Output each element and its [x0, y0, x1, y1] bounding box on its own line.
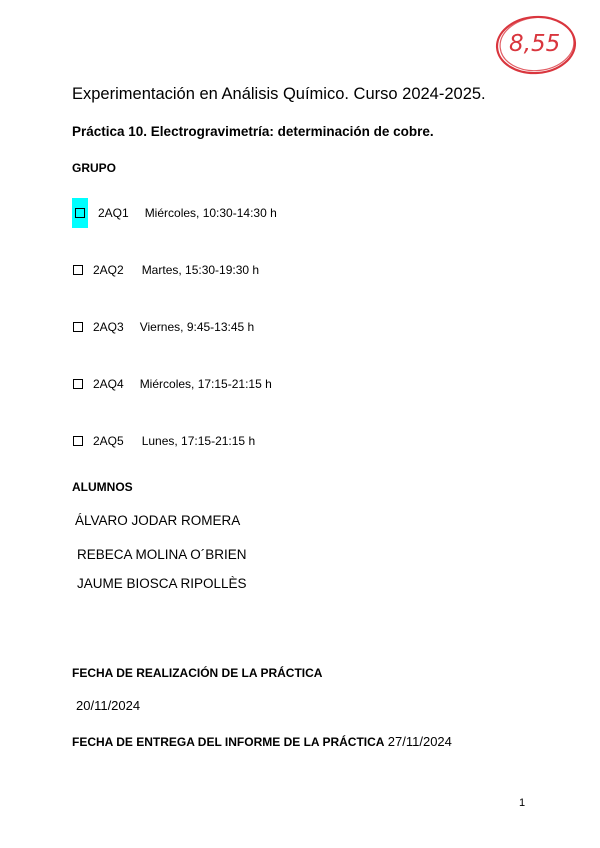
group-code: 2AQ1 [98, 206, 129, 220]
group-code: 2AQ3 [93, 320, 124, 334]
group-option-2aq5[interactable] [73, 430, 255, 452]
group-schedule: Viernes, 9:45-13:45 h [139, 320, 255, 334]
delivery-date-line [72, 734, 452, 749]
checkbox-icon[interactable] [75, 208, 85, 218]
page-number: 1 [519, 797, 526, 809]
group-schedule: Miércoles, 10:30-14:30 h [144, 206, 277, 220]
svg-text:8,55: 8,55 [509, 31, 561, 57]
group-code: 2AQ5 [93, 434, 124, 448]
group-option-2aq3[interactable] [73, 316, 254, 338]
delivery-date: 27/11/2024 [387, 734, 452, 749]
student-name: JAUME BIOSCA RIPOLLÈS [77, 576, 247, 591]
group-code: 2AQ4 [93, 377, 124, 391]
checkbox-icon[interactable] [73, 322, 83, 332]
group-schedule: Miércoles, 17:15-21:15 h [139, 377, 272, 391]
practice-subtitle: Práctica 10. Electrogravimetría: determinación de cobre. [72, 124, 434, 139]
handwritten-grade [494, 14, 578, 76]
group-heading: GRUPO [72, 161, 117, 175]
delivery-date-label: FECHA DE ENTREGA DEL INFORME DE LA PRÁCTICA [72, 735, 385, 749]
checkbox-icon[interactable] [73, 265, 83, 275]
students-heading: ALUMNOS [72, 480, 133, 494]
checkbox-icon[interactable] [73, 379, 83, 389]
checkbox-highlight [72, 198, 88, 228]
group-option-2aq2[interactable] [73, 259, 259, 281]
student-name: ÁLVARO JODAR ROMERA [75, 513, 241, 528]
realization-date: 20/11/2024 [76, 698, 141, 713]
checkbox-icon[interactable] [73, 436, 83, 446]
group-code: 2AQ2 [93, 263, 124, 277]
group-schedule: Lunes, 17:15-21:15 h [141, 434, 256, 448]
document-title: Experimentación en Análisis Químico. Curso 2024-2025. [72, 85, 486, 103]
realization-date-label: FECHA DE REALIZACIÓN DE LA PRÁCTICA [72, 666, 323, 680]
group-option-2aq1[interactable] [73, 202, 277, 224]
student-name: REBECA MOLINA O´BRIEN [77, 547, 247, 562]
group-option-2aq4[interactable] [73, 373, 272, 395]
group-schedule: Martes, 15:30-19:30 h [141, 263, 260, 277]
